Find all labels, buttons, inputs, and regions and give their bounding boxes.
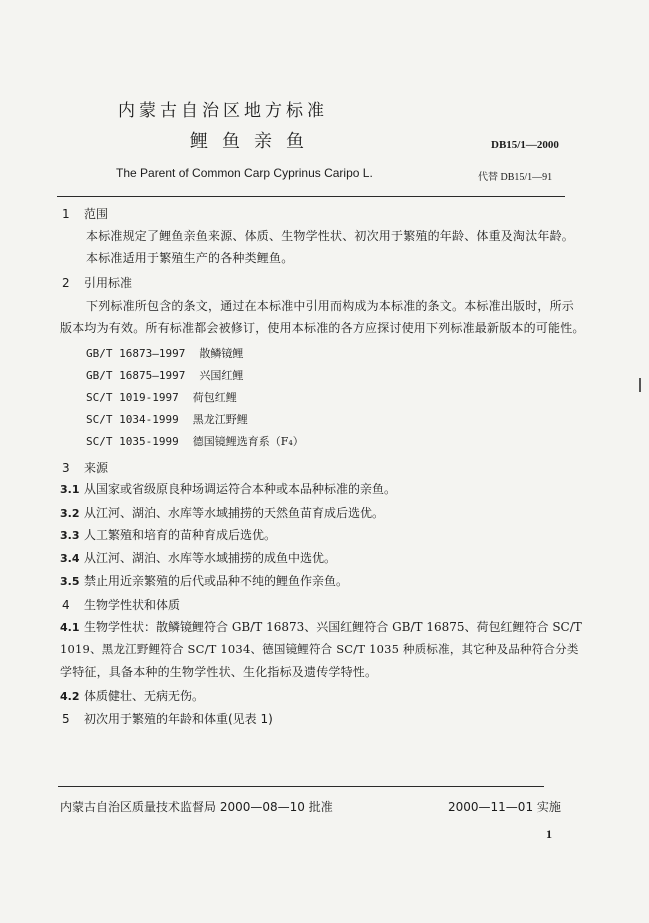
reference-item xyxy=(86,367,243,383)
section-1-heading xyxy=(62,205,108,222)
reference-code: SC/T 1019-1997 xyxy=(86,391,179,404)
reference-item xyxy=(86,411,248,427)
reference-name: 兴国红鲤 xyxy=(199,369,244,382)
clause-number: 3.4 xyxy=(60,552,80,565)
section-number: 2 xyxy=(62,276,70,290)
reference-item xyxy=(86,345,243,361)
reference-name: 德国镜鲤选育系（F₄） xyxy=(192,435,304,448)
reference-name: 荷包红鲤 xyxy=(192,391,237,404)
clause-number: 3.1 xyxy=(60,483,80,496)
section-4-heading xyxy=(62,596,180,613)
reference-name: 黑龙江野鲤 xyxy=(192,413,248,426)
clause-text: 生物学性状：散鳞镜鲤符合 GB/T 16873、兴国红鲤符合 GB/T 16875、荷包红鲤符合 SC/T xyxy=(84,620,582,634)
paragraph: 版本均为有效。所有标准都会被修订，使用本标准的各方应探讨使用下列标准最新版本的可能性。 xyxy=(60,321,585,335)
page-number: 1 xyxy=(546,827,552,841)
clause xyxy=(60,549,336,566)
clause-number: 4.1 xyxy=(60,621,80,634)
section-2-heading xyxy=(62,274,132,291)
section-title: 引用标准 xyxy=(84,276,133,290)
clause-text: 从江河、湖泊、水库等水域捕捞的成鱼中选优。 xyxy=(84,551,337,565)
clause xyxy=(60,480,396,497)
clause xyxy=(60,526,276,543)
clause-continuation: 1019、黑龙江野鲤符合 SC/T 1034、德国镜鲤符合 SC/T 1035 种质标准，其它种及品种符合分类 xyxy=(60,642,579,656)
section-number: 1 xyxy=(62,207,70,221)
clause-number: 4.2 xyxy=(60,690,80,703)
paragraph: 本标准规定了鲤鱼亲鱼来源、体质、生物学性状、初次用于繁殖的年龄、体重及淘汰年龄。 xyxy=(86,229,575,243)
reference-name: 散鳞镜鲤 xyxy=(199,347,244,360)
clause xyxy=(60,504,384,521)
clause-text: 人工繁殖和培育的苗种育成后选优。 xyxy=(84,528,277,542)
section-title: 来源 xyxy=(84,461,109,475)
section-3-heading xyxy=(62,459,108,476)
clause-number: 3.5 xyxy=(60,575,80,588)
reference-item xyxy=(86,389,237,405)
reference-code: SC/T 1035-1999 xyxy=(86,435,179,448)
english-title: The Parent of Common Carp Cyprinus Caripo L. xyxy=(116,166,373,180)
clause-text: 体质健壮、无病无伤。 xyxy=(84,689,205,703)
approval-note: 内蒙古自治区质量技术监督局 2000—08—10 批准 xyxy=(60,800,333,814)
section-number: 5 xyxy=(62,712,70,726)
footer-divider xyxy=(58,786,544,787)
reference-code: SC/T 1034-1999 xyxy=(86,413,179,426)
clause xyxy=(60,572,348,589)
reference-code: GB/T 16875—1997 xyxy=(86,369,186,382)
section-title: 范围 xyxy=(84,207,109,221)
scan-artifact xyxy=(639,378,641,392)
paragraph: 本标准适用于繁殖生产的各种类鲤鱼。 xyxy=(86,251,294,265)
section-title: 生物学性状和体质 xyxy=(84,598,181,612)
clause xyxy=(60,687,204,704)
section-number: 4 xyxy=(62,598,70,612)
clause-continuation: 学特征，具备本种的生物学性状、生化指标及遗传学特性。 xyxy=(60,665,378,679)
clause-text: 从国家或省级原良种场调运符合本种或本品种标准的亲鱼。 xyxy=(84,482,397,496)
issuing-authority-heading: 内蒙古自治区地方标准 xyxy=(118,101,328,121)
clause-number: 3.3 xyxy=(60,529,80,542)
clause-text: 从江河、湖泊、水库等水域捕捞的天然鱼苗育成后选优。 xyxy=(84,506,385,520)
document-title: 鲤鱼亲鱼 xyxy=(190,131,318,152)
header-divider xyxy=(57,196,565,197)
section-title: 初次用于繁殖的年龄和体重(见表 1) xyxy=(84,712,273,726)
reference-item xyxy=(86,433,304,449)
reference-code: GB/T 16873—1997 xyxy=(86,347,186,360)
clause xyxy=(60,618,582,635)
section-5-heading xyxy=(62,710,273,727)
clause-text: 禁止用近亲繁殖的后代或品种不纯的鲤鱼作亲鱼。 xyxy=(84,574,349,588)
paragraph: 下列标准所包含的条文，通过在本标准中引用而构成为本标准的条文。本标准出版时，所示 xyxy=(86,299,575,313)
replaces-note: 代替 DB15/1—91 xyxy=(478,172,553,183)
effective-date: 2000—11—01 实施 xyxy=(448,800,561,814)
clause-number: 3.2 xyxy=(60,507,80,520)
standard-code: DB15/1—2000 xyxy=(491,139,559,151)
section-number: 3 xyxy=(62,461,70,475)
